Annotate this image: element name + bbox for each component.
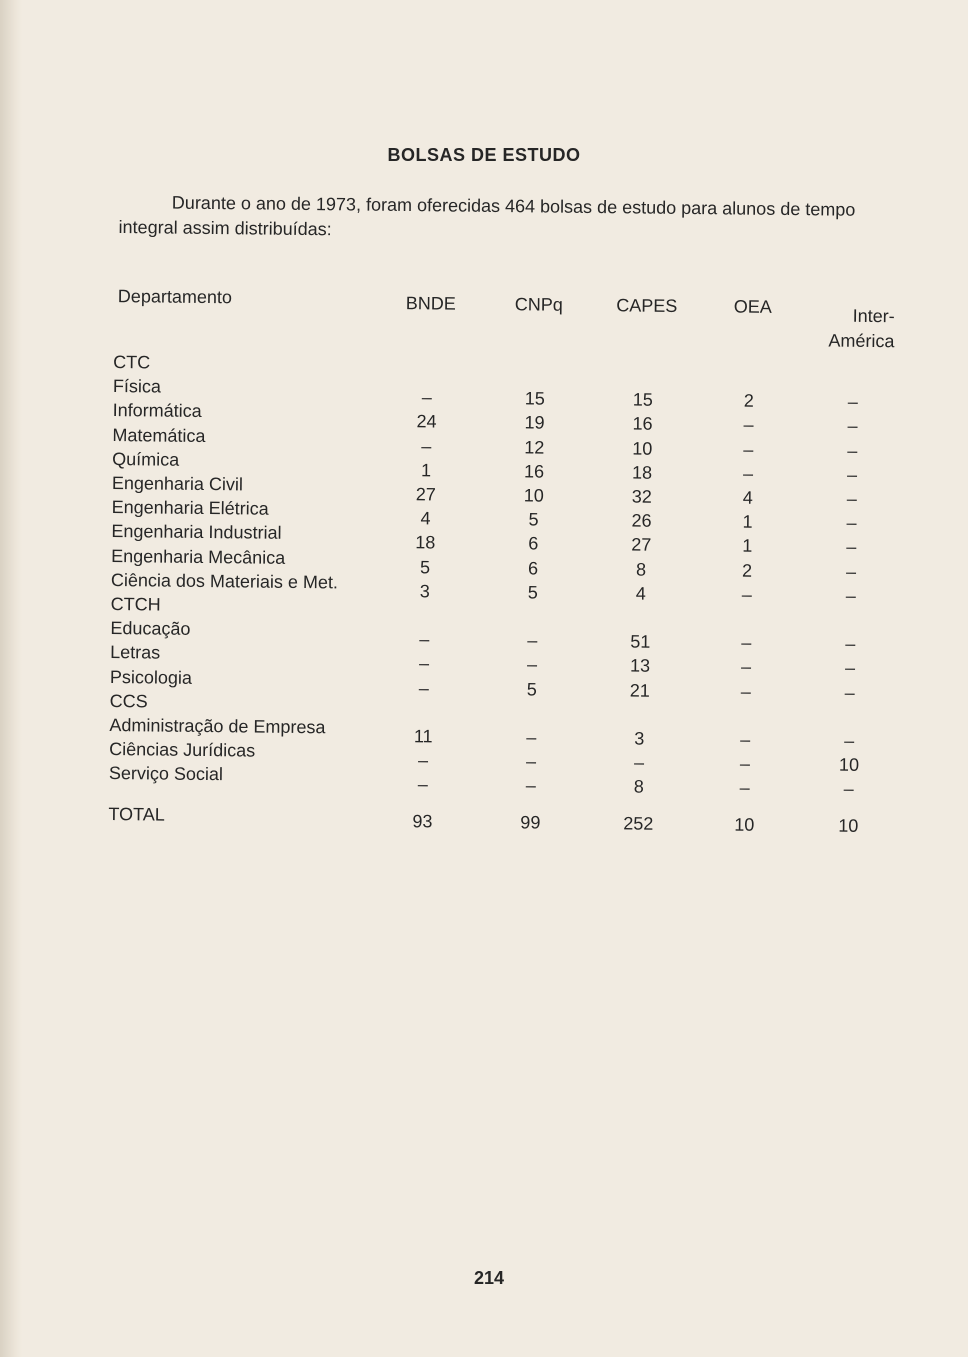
cell-cnpq: 19 (524, 412, 545, 433)
page-number: 214 (473, 1268, 505, 1288)
scholarship-table (108, 284, 910, 836)
department-label: Química (112, 448, 180, 470)
department-label: Letras (110, 642, 161, 663)
cell-bnde: – (418, 677, 429, 698)
cell-cnpq: 5 (528, 509, 539, 530)
cell-bnde: 24 (416, 411, 437, 432)
cell-inter-america: – (845, 633, 856, 655)
cell-capes: 18 (631, 462, 653, 483)
cell-inter-america: – (843, 779, 854, 800)
department-label: Administração de Empresa (109, 715, 326, 738)
total-bnde: 93 (412, 810, 433, 831)
cell-capes: 16 (632, 413, 653, 435)
cell-oea: 1 (742, 536, 753, 557)
total-cnpq: 99 (520, 811, 541, 833)
cell-capes: 4 (635, 583, 646, 604)
cell-cnpq: – (526, 727, 537, 748)
department-label: Psicologia (109, 666, 193, 688)
department-label: Engenharia Elétrica (111, 497, 269, 519)
cell-bnde: – (419, 629, 430, 650)
cell-oea: – (743, 439, 754, 460)
header-inter-america (794, 303, 895, 354)
cell-inter-america: – (847, 416, 858, 437)
department-label: Física (112, 376, 162, 397)
cell-inter-america: – (847, 440, 858, 461)
cell-inter-america: – (845, 561, 857, 582)
department-label: Informática (112, 400, 202, 422)
header-departamento: Departamento (117, 286, 233, 308)
cell-bnde: 4 (420, 508, 431, 529)
cell-capes: 13 (629, 655, 651, 677)
cell-oea: – (742, 463, 754, 484)
cell-cnpq: – (526, 654, 538, 675)
section-label: CTCH (110, 594, 161, 615)
department-label: Engenharia Civil (111, 473, 244, 495)
header-capes: CAPES (616, 295, 678, 316)
cell-capes: 8 (633, 776, 644, 798)
cell-inter-america: – (844, 682, 855, 703)
cell-capes: 10 (632, 438, 653, 459)
cell-cnpq: 5 (527, 582, 538, 603)
cell-capes: 51 (630, 631, 651, 652)
cell-inter-america: – (846, 464, 858, 485)
cell-cnpq: 16 (523, 461, 545, 482)
cell-cnpq: – (525, 751, 537, 772)
cell-cnpq: 10 (523, 485, 544, 506)
cell-capes: – (633, 752, 645, 773)
cell-capes: 3 (634, 728, 645, 749)
cell-inter-america: – (846, 537, 857, 558)
header-inter: Inter- (852, 305, 895, 327)
cell-cnpq: – (527, 630, 538, 651)
intro-paragraph (118, 190, 918, 248)
department-label: Engenharia Mecânica (111, 545, 286, 568)
header-cnpq: CNPq (514, 294, 563, 315)
cell-bnde: 18 (415, 532, 436, 553)
cell-oea: – (743, 415, 754, 436)
department-label: Educação (110, 618, 191, 640)
cell-oea: 2 (741, 560, 753, 581)
cell-cnpq: 6 (527, 557, 539, 579)
cell-bnde: 27 (415, 484, 436, 505)
cell-oea: – (739, 753, 751, 774)
cell-bnde: – (418, 653, 430, 674)
department-label: Ciências Jurídicas (109, 739, 256, 761)
total-oea: 10 (734, 814, 755, 835)
cell-inter-america: – (847, 391, 858, 413)
cell-bnde: – (421, 387, 432, 408)
cell-oea: 2 (743, 390, 754, 411)
department-label: Engenharia Industrial (111, 521, 282, 544)
cell-oea: – (741, 632, 752, 653)
total-row (104, 804, 904, 836)
total-label: TOTAL (108, 803, 165, 825)
cell-cnpq: 5 (526, 678, 537, 700)
cell-cnpq: – (525, 775, 536, 796)
cell-bnde: – (417, 750, 429, 771)
cell-inter-america: – (846, 488, 857, 509)
cell-capes: 8 (635, 559, 647, 580)
cell-oea: – (740, 657, 752, 678)
page-edge (0, 0, 22, 1357)
cell-oea: 1 (742, 511, 753, 532)
cell-inter-america: – (845, 585, 856, 606)
cell-capes: 26 (631, 510, 652, 531)
total-inter-america: 10 (838, 815, 859, 836)
header-america: América (828, 330, 895, 352)
cell-inter-america: – (844, 658, 856, 679)
cell-capes: 27 (631, 534, 652, 556)
intro-text: Durante o ano de 1973, foram oferecidas 464 bolsas de estudo para alunos de tempo integral assim distribuídas: (118, 192, 856, 240)
header-oea: OEA (733, 296, 772, 317)
cell-bnde: – (417, 774, 428, 795)
paragraph-indent (119, 208, 172, 209)
department-label: Serviço Social (108, 763, 224, 785)
page-title: BOLSAS DE ESTUDO (387, 145, 581, 165)
cell-cnpq: 12 (524, 436, 545, 458)
cell-bnde: 11 (413, 726, 433, 747)
cell-bnde: 5 (419, 556, 431, 577)
cell-bnde: – (421, 435, 432, 456)
cell-bnde: 3 (419, 581, 430, 602)
table-header (109, 284, 910, 352)
cell-oea: – (741, 584, 752, 605)
header-bnde: BNDE (405, 293, 456, 314)
cell-cnpq: 6 (528, 533, 539, 554)
cell-inter-america: 10 (838, 754, 860, 776)
cell-oea: – (740, 729, 751, 750)
section-label: CTC (113, 352, 151, 373)
cell-capes: 21 (629, 680, 650, 701)
cell-oea: – (739, 778, 750, 799)
cell-capes: 32 (631, 486, 652, 507)
department-label: Matemática (112, 424, 206, 446)
cell-oea: – (740, 681, 751, 702)
cell-bnde: 1 (420, 460, 432, 481)
cell-inter-america: – (846, 512, 857, 534)
cell-capes: 15 (632, 389, 653, 410)
total-capes: 252 (623, 812, 654, 834)
section-label: CCS (109, 690, 148, 712)
cell-cnpq: 15 (524, 388, 545, 409)
cell-inter-america: – (844, 730, 855, 751)
cell-oea: 4 (742, 487, 753, 508)
department-label: Ciência dos Materiais e Met. (110, 569, 339, 593)
